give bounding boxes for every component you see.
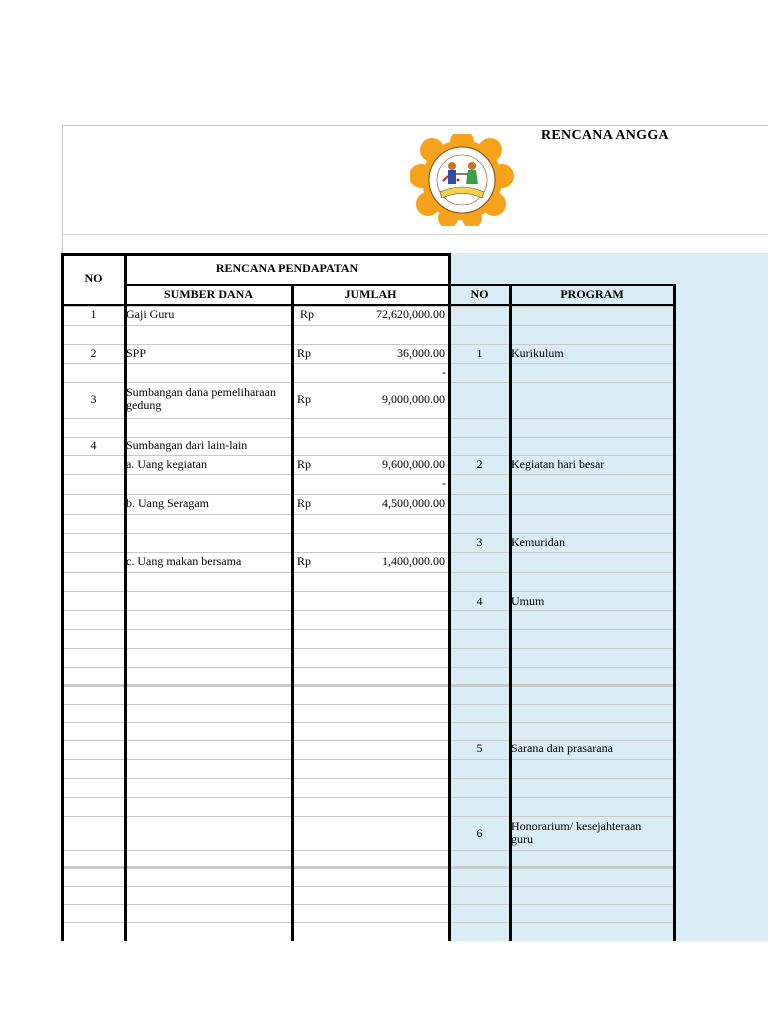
program-no: 2 — [476, 457, 483, 471]
header-border-top — [62, 253, 125, 256]
row-gridline — [62, 816, 674, 817]
row-gridline — [62, 514, 674, 515]
currency-label: Rp — [297, 392, 312, 406]
column-border — [673, 284, 676, 941]
row-gridline — [62, 797, 674, 798]
currency-label: Rp — [297, 554, 312, 568]
income-source: b. Uang Seragam — [126, 496, 209, 510]
row-gridline — [62, 704, 674, 705]
income-amount: 4,500,000.00 — [382, 496, 445, 510]
income-amount: 1,400,000.00 — [382, 554, 445, 568]
header-no: NO — [84, 271, 103, 285]
row-gridline — [62, 572, 674, 573]
currency-label: Rp — [297, 496, 312, 510]
row-gridline — [62, 533, 674, 534]
program-name: Honorarium/ kesejahteraan guru — [511, 819, 642, 846]
row-gridline — [62, 552, 674, 553]
row-gridline — [62, 778, 674, 779]
currency-label: Rp — [297, 457, 312, 471]
program-name: Sarana dan prasarana — [511, 741, 613, 755]
currency-label: Rp — [297, 346, 312, 360]
income-source: Gaji Guru — [126, 307, 175, 321]
row-gridline — [62, 684, 674, 687]
header-no-program: NO — [470, 287, 489, 301]
income-amount: 72,620,000.00 — [376, 307, 445, 321]
row-gridline — [62, 922, 674, 923]
income-amount: 36,000.00 — [397, 346, 445, 360]
program-no: 4 — [476, 594, 483, 608]
row-gridline — [62, 667, 674, 668]
row-gridline — [62, 629, 674, 630]
header-border-bottom — [62, 304, 674, 306]
program-name: Kemuridan — [511, 535, 565, 549]
gridline — [63, 234, 768, 235]
income-source: Sumbangan dari lain-lain — [126, 438, 248, 452]
row-gridline — [62, 494, 674, 495]
row-gridline — [62, 382, 674, 383]
currency-label: Rp — [300, 307, 315, 321]
header-program: PROGRAM — [560, 287, 624, 301]
row-gridline — [62, 904, 674, 905]
income-source: c. Uang makan bersama — [126, 554, 242, 568]
header-rencana-pendapatan: RENCANA PENDAPATAN — [215, 261, 359, 275]
program-no: 1 — [476, 346, 483, 360]
income-source: a. Uang kegiatan — [126, 457, 207, 471]
income-no: 1 — [90, 307, 97, 321]
program-no: 5 — [476, 741, 483, 755]
row-gridline — [62, 722, 674, 723]
header-jumlah: JUMLAH — [344, 287, 397, 301]
row-gridline — [62, 344, 674, 345]
income-amount: 9,000,000.00 — [382, 392, 445, 406]
column-border — [291, 284, 294, 941]
row-gridline — [62, 363, 674, 364]
page-title: RENCANA ANGGA — [541, 128, 669, 143]
row-gridline — [62, 418, 674, 419]
header-border-top — [125, 253, 449, 256]
row-gridline — [62, 759, 674, 760]
empty-amount-dash: - — [442, 476, 446, 490]
school-logo-icon — [410, 134, 514, 226]
income-source: Sumbangan dana pemeliharaan gedung — [126, 385, 276, 412]
income-amount: 9,600,000.00 — [382, 457, 445, 471]
program-name: Kegiatan hari besar — [511, 457, 605, 471]
header-divider — [125, 284, 674, 286]
program-name: Umum — [511, 594, 545, 608]
income-source: SPP — [126, 346, 147, 360]
row-gridline — [62, 610, 674, 611]
program-name: Kurikulum — [511, 346, 564, 360]
row-gridline — [62, 325, 674, 326]
income-no: 3 — [90, 392, 97, 406]
row-gridline — [62, 648, 674, 649]
row-gridline — [62, 850, 674, 851]
row-gridline — [62, 591, 674, 592]
program-no: 3 — [476, 535, 483, 549]
row-gridline — [62, 866, 674, 869]
row-gridline — [62, 474, 674, 475]
income-no: 4 — [90, 438, 97, 452]
row-gridline — [62, 455, 674, 456]
header-sumber-dana: SUMBER DANA — [163, 287, 253, 301]
empty-amount-dash: - — [442, 365, 446, 379]
program-no: 6 — [476, 826, 483, 840]
income-no: 2 — [90, 346, 97, 360]
row-gridline — [62, 886, 674, 887]
